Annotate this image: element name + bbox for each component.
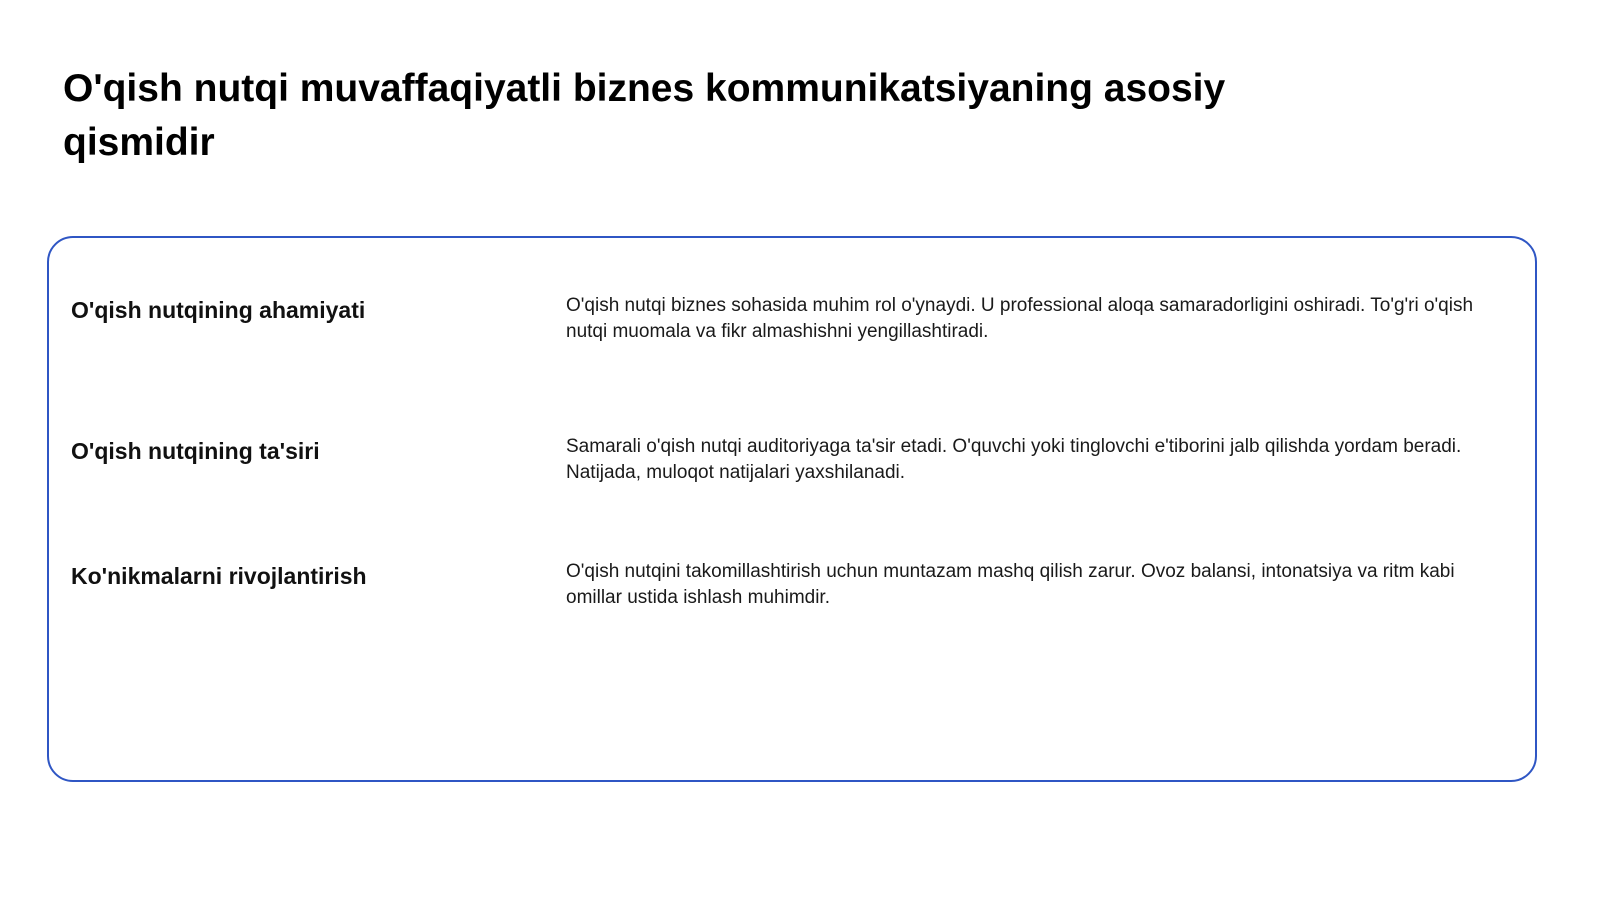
row-heading: O'qish nutqining ta'siri — [71, 438, 320, 464]
row-description: Samarali o'qish nutqi auditoriyaga ta'sir etadi. O'quvchi yoki tinglovchi e'tiborini jalb qilishda yordam beradi. Natijada, muloqot natijalari yaxshilanadi. — [566, 436, 1462, 483]
slide-title: O'qish nutqi muvaffaqiyatli biznes kommunikatsiyaning asosiy qismidir — [63, 67, 1226, 164]
content-panel — [47, 236, 1537, 782]
row-heading: O'qish nutqining ahamiyati — [71, 297, 366, 323]
row-heading: Ko'nikmalarni rivojlantirish — [71, 563, 367, 589]
row-description: O'qish nutqi biznes sohasida muhim rol o'ynaydi. U professional aloqa samaradorligini oshiradi. To'g'ri o'qish nutqi muomala va fikr almashishni yengillashtiradi. — [566, 295, 1474, 342]
row-description: O'qish nutqini takomillashtirish uchun muntazam mashq qilish zarur. Ovoz balansi, intonatsiya va ritm kabi omillar ustida ishlash muhimdir. — [566, 561, 1455, 608]
